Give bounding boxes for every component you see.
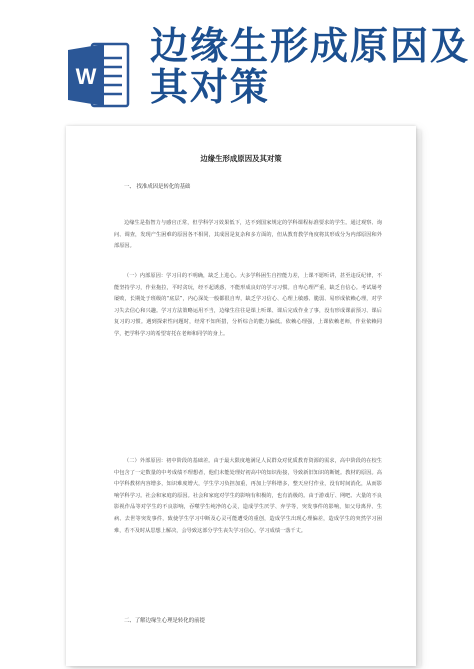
document-page bbox=[66, 126, 416, 666]
paragraph-1: 边缘生是指智力与感官正常，但学科学习效果低下，达不到国家规定的学科课程标准要求的学生。通过观察、询问、调查，发现产生困难的原因各不相同，其成因是复杂和多方面的，但从教育教学角度将其形成分为内部原因和外部原因。 bbox=[114, 220, 382, 250]
paragraph-3: （二）外部原因：初中阶段的基础差。由于最大限度地满足人民群众对优质教育资源的需求，高中阶段的在校生中包含了一定数量的中考成绩不理想者，他们未能处理好初高中的知识衔接，导致新旧知识的断链。教材的原因。高中学科教材内容增多，知识难度增大，学生学习负担加重，再加上学科增多，整天应付作业，没有时间消化，从而影响学科学习。社会和家庭的原因。社会和家庭对学生的影响有积极的，也有消极的。由于游戏厅、网吧、大量的不良影视作品等对学生的不良影响，吞噬学生纯净的心灵，造成学生厌学、弃学等，突发事件的影响，如父母离异、生病、去世等突发事件，致使学生学习中断及心灵可能遭受的重创，造成学生出现心理偏差，造成学生的突然学习困难，若不及时从思想上解决，会导致这部分学生丧失学习信心，学习成绩一落千丈。 bbox=[114, 458, 382, 534]
svg-text:W: W bbox=[75, 64, 97, 89]
word-icon bbox=[66, 40, 130, 110]
document-title: 边缘生形成原因及其对策 bbox=[200, 154, 282, 163]
section-heading-1: 一、 找准成因是转化的基础 bbox=[124, 184, 191, 190]
page-header bbox=[0, 0, 474, 122]
banner-title-line-2: 其对策 bbox=[150, 64, 271, 109]
section-heading-2: 二、了解边缘生心理是转化的前提 bbox=[124, 618, 205, 624]
banner-title-line-1: 边缘生形成原因及 bbox=[150, 23, 471, 68]
paragraph-2: （一）内部原因：学习目的不明确，缺乏上进心。大多学科困生自控能力差，上课不愿听讲，甚至违反纪律，不能坚持学习，作业拖拉，平时贪玩，经不起诱惑，不能形成良好的学习习惯。自卑心理严重，缺乏自信心。考试屡考屡败，长期处于班级的“底层”，内心深处一般都很自卑，缺乏学习信心、心理上敏感、脆弱、易形成依赖心理，对学习失去信心和兴趣。学习方法策略运用不当，边缘生往往是课上听课、课后完成作业了事，没有形成课前预习、课后复习的习惯。遇到探索性问题时，经常不知所措，分析综合的能力偏低。依赖心理强，上课依赖老师，作业依赖同学，把学科学习的希望寄托在老师和同学的身上。 bbox=[114, 273, 382, 337]
